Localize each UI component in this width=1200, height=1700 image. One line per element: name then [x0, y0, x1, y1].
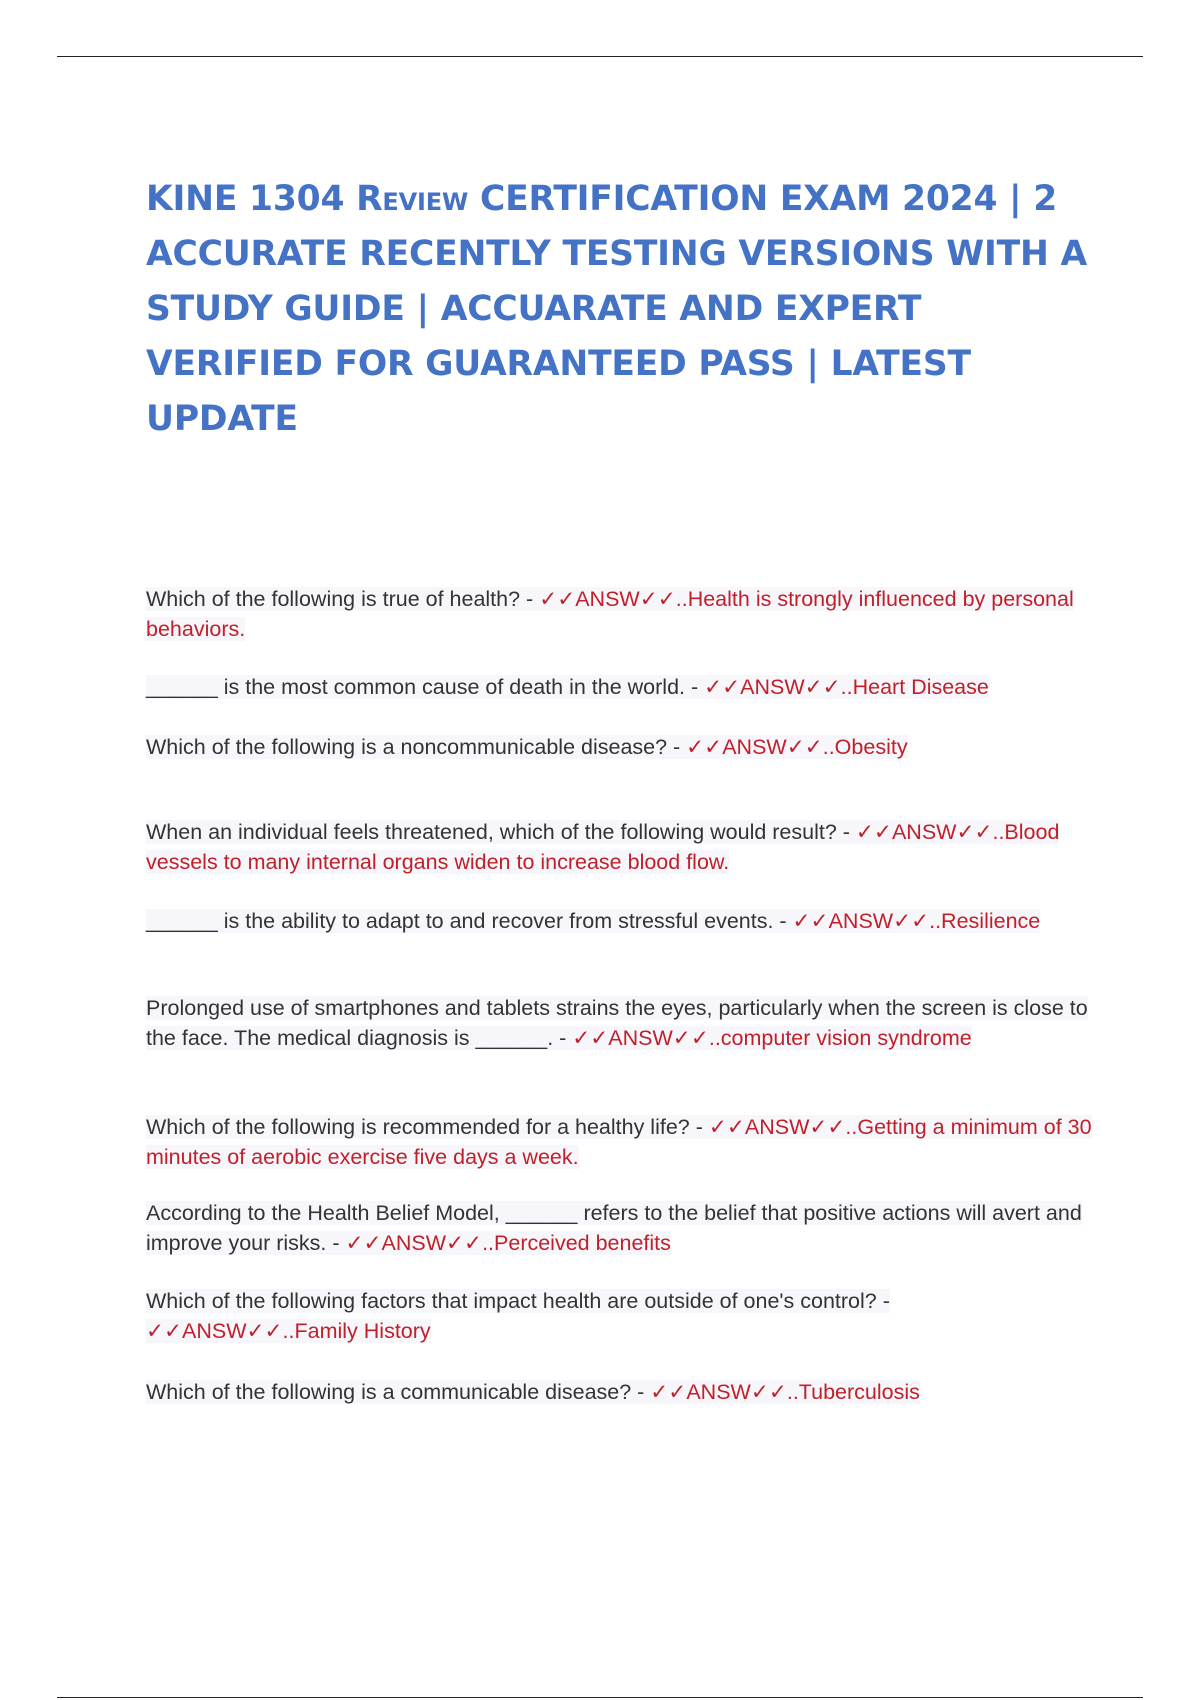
qa-item-10: [146, 1377, 1096, 1407]
answer-text: ✓✓ANSW✓✓..Blood vessels to many internal organs widen to increase blood flow.: [146, 820, 1060, 874]
answer-text: ✓✓ANSW✓✓..computer vision syndrome: [572, 1026, 972, 1050]
bottom-rule: [57, 1697, 1143, 1698]
answer-text: ✓✓ANSW✓✓..Tuberculosis: [650, 1380, 920, 1404]
question-text: Which of the following is a communicable disease? -: [146, 1380, 651, 1404]
answer-text: ✓✓ANSW✓✓..Perceived benefits: [345, 1231, 671, 1255]
answer-text: ✓✓ANSW✓✓..Family History: [146, 1319, 431, 1343]
question-text: Prolonged use of smartphones and tablets strains the eyes, particularly when the screen is close to the face. The medical diagnosis is ______. -: [146, 996, 1088, 1050]
qa-item-3: [146, 732, 1096, 762]
question-text: Which of the following factors that impact health are outside of one's control? -: [146, 1289, 890, 1313]
qa-item-6: [146, 993, 1096, 1053]
title-rest: CERTIFICATION EXAM 2024 | 2 ACCURATE RECENTLY TESTING VERSIONS WITH A STUDY GUIDE | ACCUARATE AND EXPERT VERIFIED FOR GUARANTEED PASS | LATEST UPDATE: [146, 179, 1087, 439]
question-text: Which of the following is a noncommunicable disease? -: [146, 735, 687, 759]
question-text: ______ is the most common cause of death in the world. -: [146, 675, 705, 699]
title-prefix: KINE 1304: [146, 179, 357, 219]
question-text: According to the Health Belief Model, ______ refers to the belief that positive actions will avert and improve your risks. -: [146, 1201, 1082, 1255]
qa-item-9: [146, 1286, 1096, 1346]
answer-text: ✓✓ANSW✓✓..Heart Disease: [704, 675, 989, 699]
qa-item-1: [146, 584, 1096, 644]
qa-item-2: [146, 672, 1096, 702]
top-rule: [57, 56, 1143, 57]
question-text: Which of the following is true of health? -: [146, 587, 540, 611]
answer-text: ✓✓ANSW✓✓..Health is strongly influenced by personal behaviors.: [146, 587, 1074, 641]
question-text: When an individual feels threatened, which of the following would result? -: [146, 820, 856, 844]
qa-item-4: [146, 817, 1096, 877]
answer-text: ✓✓ANSW✓✓..Resilience: [792, 909, 1041, 933]
title-review-word: Review: [356, 179, 469, 219]
question-text: ______ is the ability to adapt to and recover from stressful events. -: [146, 909, 793, 933]
document-title: [146, 172, 1096, 447]
question-text: Which of the following is recommended for a healthy life? -: [146, 1115, 709, 1139]
qa-item-5: [146, 906, 1096, 936]
answer-text: ✓✓ANSW✓✓..Getting a minimum of 30 minutes of aerobic exercise five days a week.: [146, 1115, 1092, 1169]
qa-item-7: [146, 1112, 1096, 1172]
qa-item-8: [146, 1198, 1096, 1258]
answer-text: ✓✓ANSW✓✓..Obesity: [686, 735, 908, 759]
